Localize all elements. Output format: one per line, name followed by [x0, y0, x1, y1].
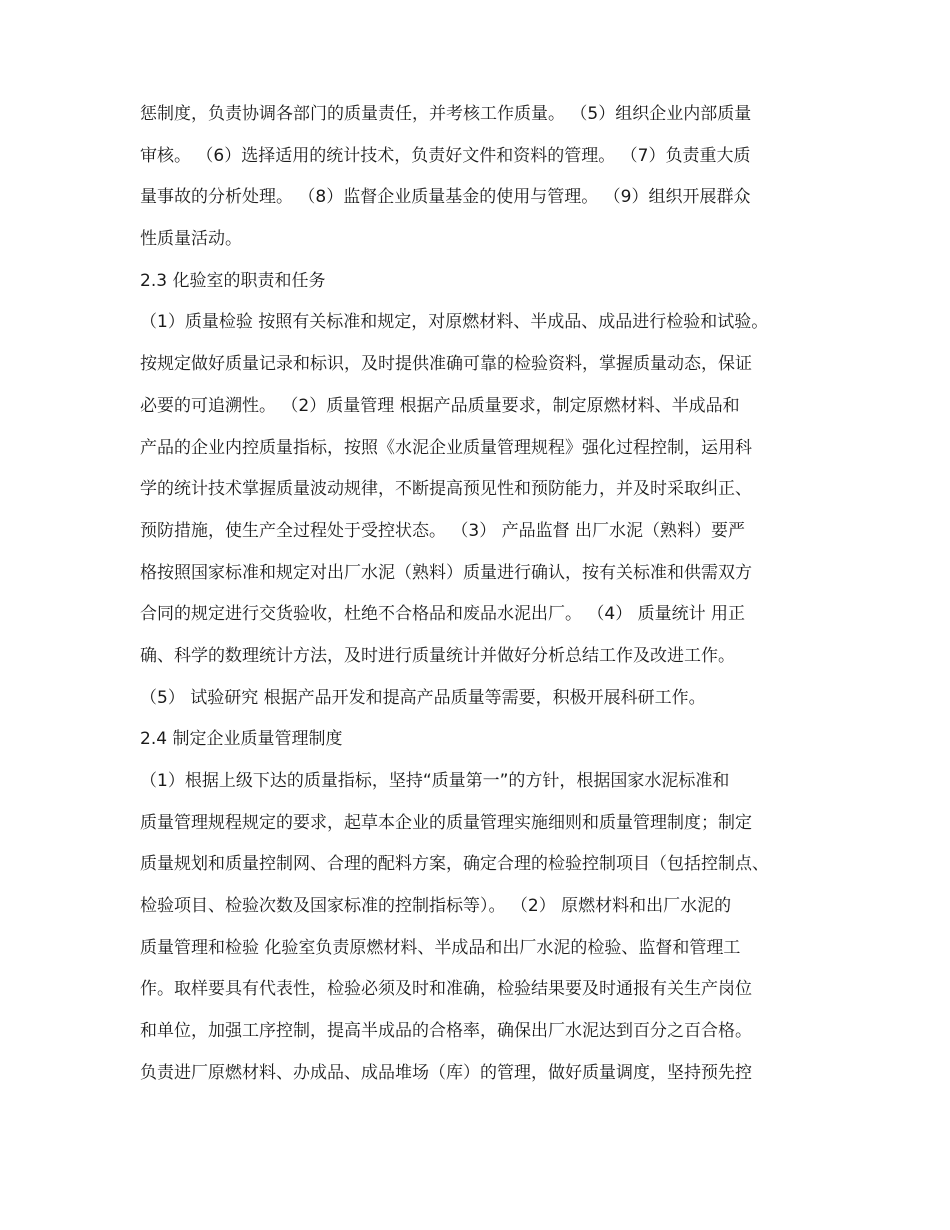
text-line: 量事故的分析处理。 （8）监督企业质量基金的使用与管理。 （9）组织开展群众 — [140, 187, 751, 208]
text-line: （5） 试验研究 根据产品开发和提高产品质量等需要，积极开展科研工作。 — [140, 687, 706, 708]
text-line: 预防措施，使生产全过程处于受控状态。 （3） 产品监督 出厂水泥（熟料）要严 — [140, 520, 746, 541]
text-line: 质量管理规程规定的要求，起草本企业的质量管理实施细则和质量管理制度；制定 — [140, 812, 752, 833]
text-line: 质量管理和检验 化验室负责原燃材料、半成品和出厂水泥的检验、监督和管理工 — [140, 937, 741, 958]
text-line: 产品的企业内控质量指标，按照《水泥企业质量管理规程》强化过程控制，运用科 — [140, 437, 752, 458]
text-line: 审核。 （6）选择适用的统计技术，负责好文件和资料的管理。 （7）负责重大质 — [140, 145, 751, 166]
text-line: 负责进厂原燃材料、办成品、成品堆场（库）的管理，做好质量调度，坚持预先控 — [140, 1062, 752, 1083]
text-line: （1）根据上级下达的质量指标，坚持“质量第一”的方针，根据国家水泥标准和 — [140, 771, 730, 791]
text-line: 必要的可追溯性。 （2）质量管理 根据产品质量要求，制定原燃材料、半成品和 — [140, 395, 740, 416]
section-heading-2-3: 2.3 化验室的职责和任务 — [140, 270, 326, 291]
text-line: 性质量活动。 — [140, 229, 242, 250]
text-line: （1）质量检验 按照有关标准和规定，对原燃材料、半成品、成品进行检验和试验。 — [140, 312, 769, 333]
text-line: 惩制度，负责协调各部门的质量责任，并考核工作质量。 （5）组织企业内部质量 — [140, 104, 752, 124]
section-heading-2-4: 2.4 制定企业质量管理制度 — [140, 729, 343, 750]
text-line: 确、科学的数理统计方法，及时进行质量统计并做好分析总结工作及改进工作。 — [140, 645, 735, 666]
text-line: 格按照国家标准和规定对出厂水泥（熟料）质量进行确认，按有关标准和供需双方 — [140, 562, 752, 583]
text-line: 合同的规定进行交货验收，杜绝不合格品和废品水泥出厂。 （4） 质量统计 用正 — [140, 604, 746, 625]
text-line: 质量规划和质量控制网、合理的配料方案，确定合理的检验控制项目（包括控制点、 — [140, 854, 769, 875]
text-line: 和单位，加强工序控制，提高半成品的合格率，确保出厂水泥达到百分之百合格。 — [140, 1021, 752, 1042]
text-line: 按规定做好质量记录和标识，及时提供准确可靠的检验资料，掌握质量动态，保证 — [140, 354, 752, 375]
body-text — [140, 94, 840, 1095]
text-line: 检验项目、检验次数及国家标准的控制指标等）。 （2） 原燃材料和出厂水泥的 — [140, 896, 732, 917]
text-line: 作。取样要具有代表性，检验必须及时和准确，检验结果要及时通报有关生产岗位 — [140, 979, 752, 1000]
text-line: 学的统计技术掌握质量波动规律，不断提高预见性和预防能力，并及时采取纠正、 — [140, 479, 752, 500]
